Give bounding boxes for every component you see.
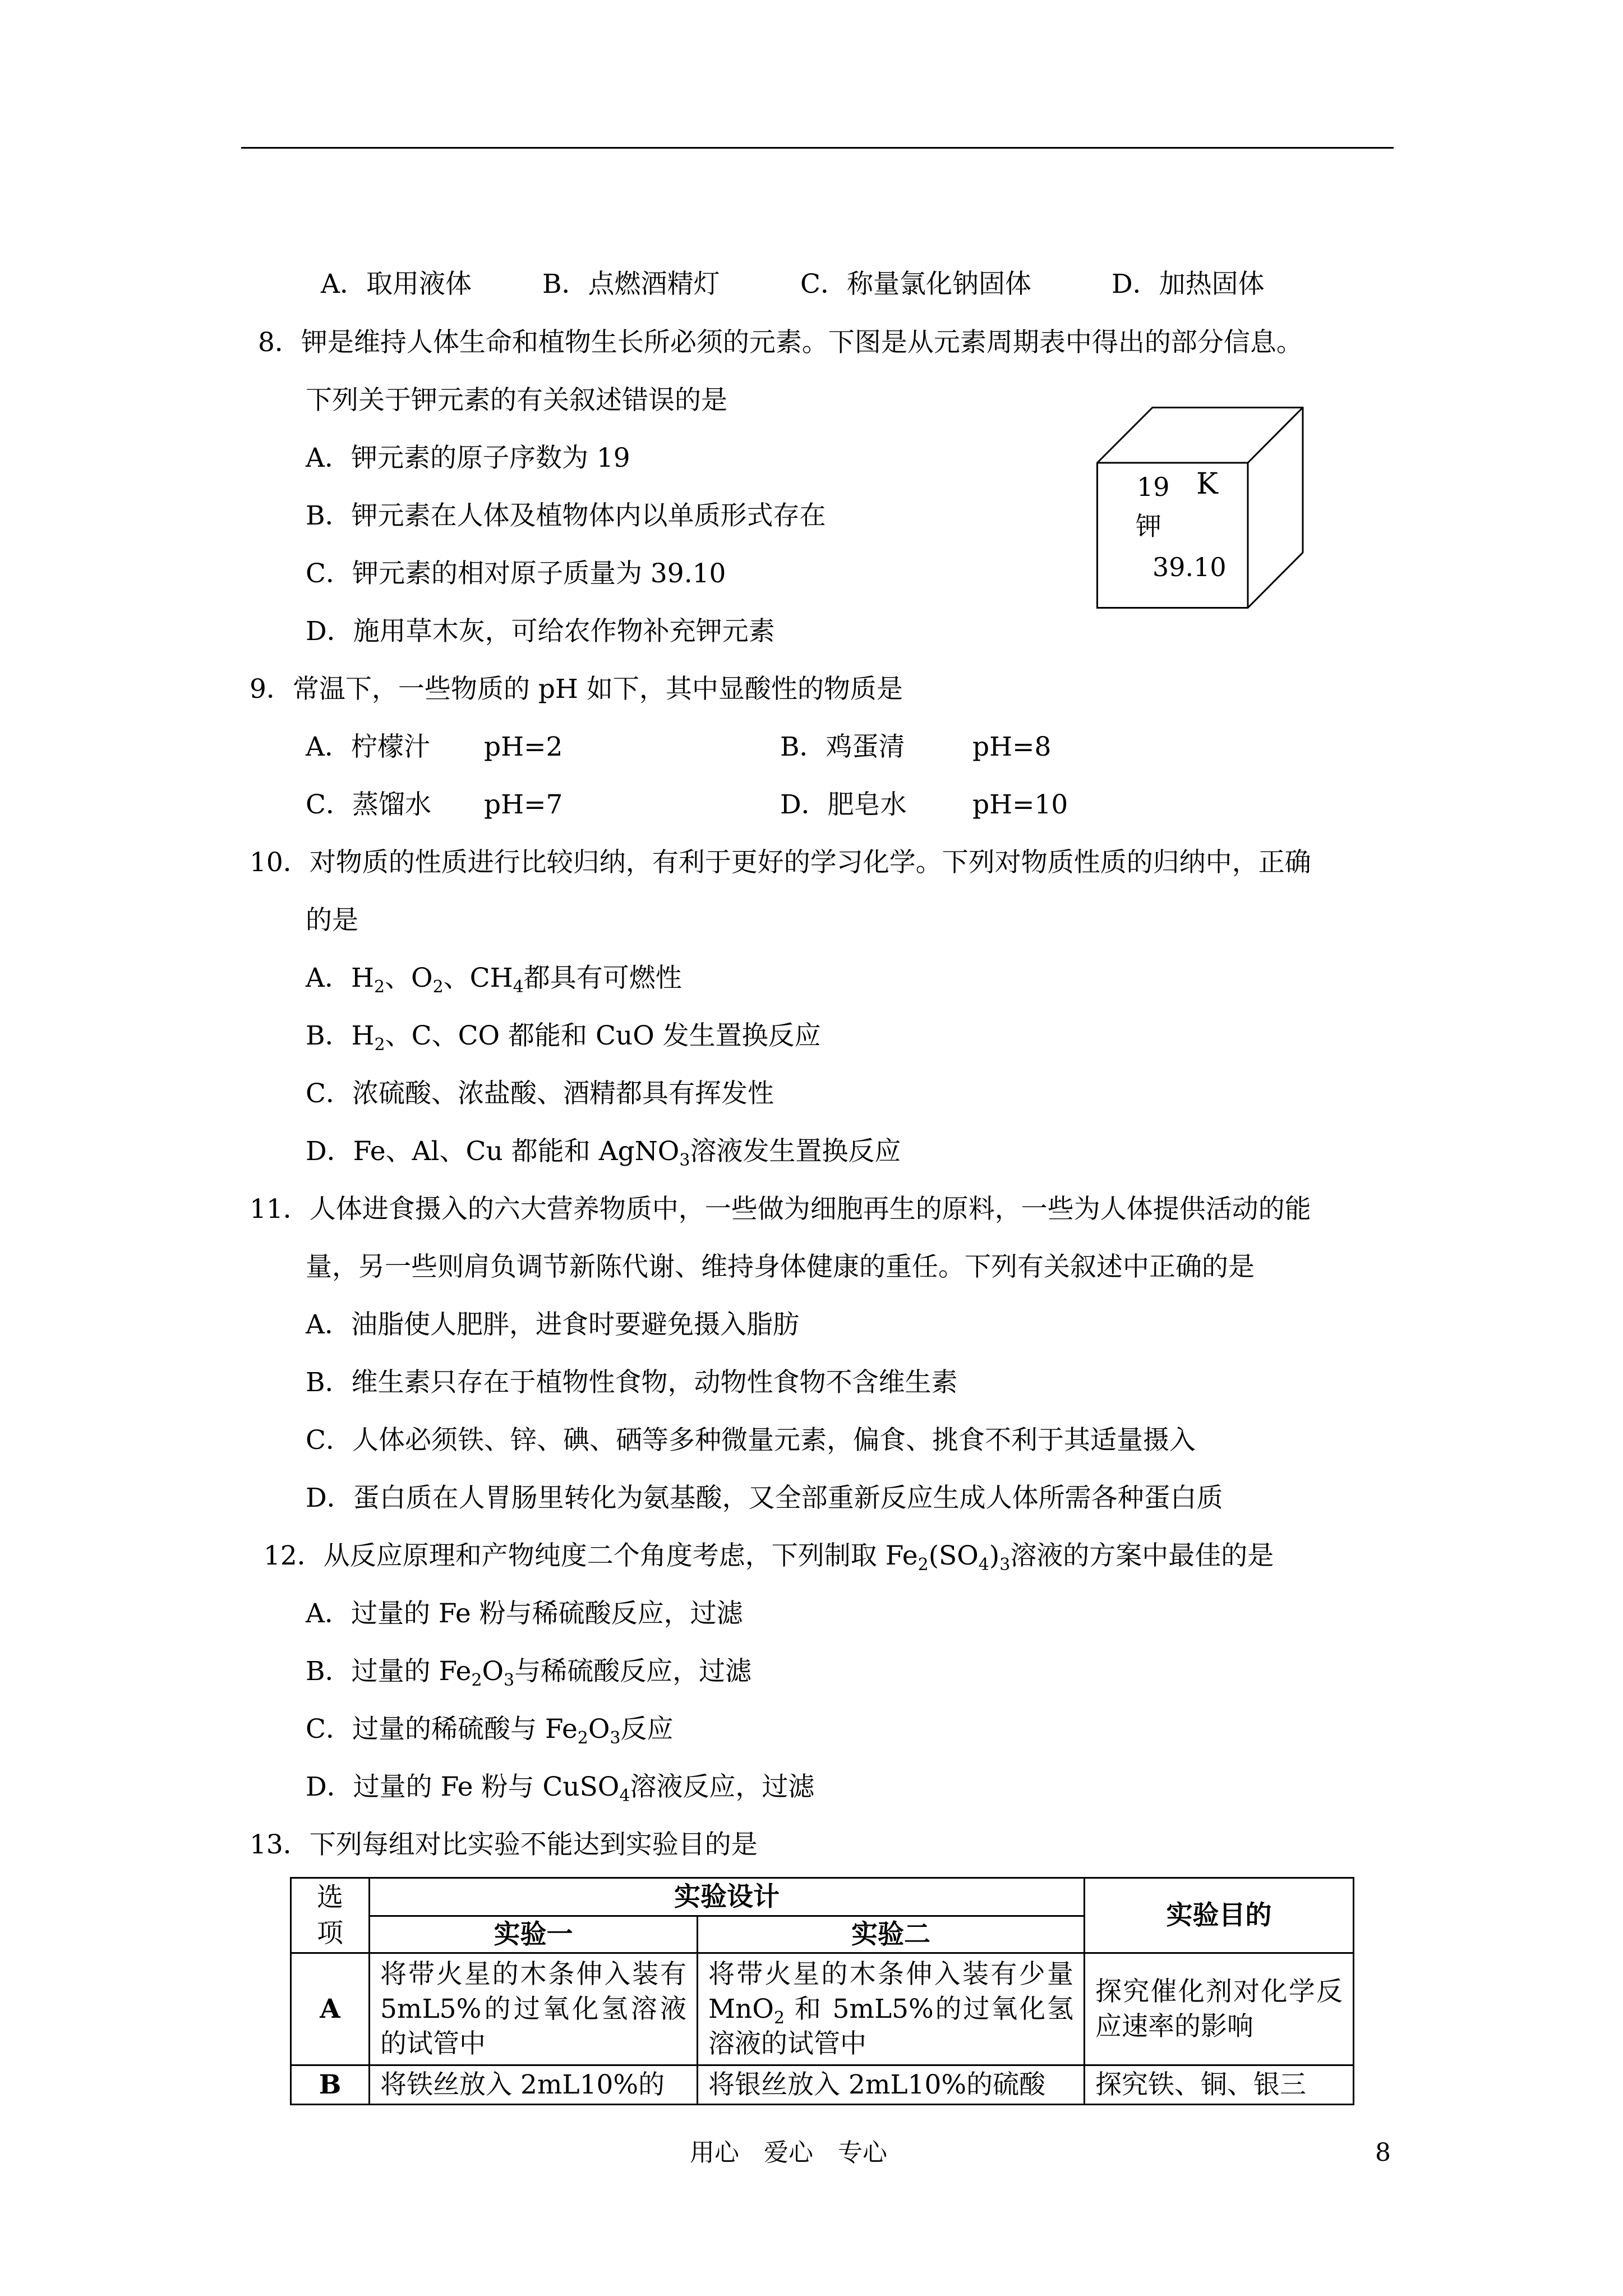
text-part: 反应 [620,1714,674,1745]
q10-stem-line2: 的是 [306,905,358,936]
text-part: 都具有可燃性 [523,963,682,993]
subscript: 2 [577,1728,588,1748]
table-row [291,1953,1354,2065]
page-number: 8 [1375,2138,1391,2167]
subscript: 4 [513,977,524,997]
q7-options [321,268,1265,301]
text-part: 12．从反应原理和产物纯度二个角度考虑，下列制取 Fe [264,1540,918,1571]
q8-stem-line2: 下列关于钾元素的有关叙述错误的是 [306,385,727,416]
text-part: ) [989,1540,1000,1571]
row-a-exp1: 将带火星的木条伸入装有 5mL5%的过氧化氢溶液的试管中 [370,1953,698,2065]
q8-option-c: C．钾元素的相对原子质量为 39.10 [306,558,726,589]
q12-option-d [306,1770,814,1804]
subscript: 3 [610,1728,621,1748]
q7-option-d: D．加热固体 [1112,269,1265,300]
q7-option-b: B．点燃酒精灯 [542,269,720,300]
subscript: 2 [471,1671,482,1690]
row-a-exp2 [698,1953,1085,2065]
experiment-table [290,1877,1354,2105]
q8-stem-line1: 8．钾是维持人体生命和植物生长所必须的元素。下图是从元素周期表中得出的部分信息。 [258,327,1303,358]
q11-option-b: B．维生素只存在于植物性食物，动物性食物不含维生素 [306,1367,958,1398]
q9-row2 [306,788,1068,822]
q9-option-b-label: B．鸡蛋清 [780,731,905,762]
q9-option-c-ph: pH=7 [484,789,563,820]
header-option [291,1878,370,1953]
row-b-exp2: 将银丝放入 2mL10%的硫酸 [698,2065,1085,2105]
header-design: 实验设计 [370,1878,1085,1916]
subscript: 2 [432,977,444,997]
row-a-purpose: 探究催化剂对化学反应速率的影响 [1085,1953,1354,2065]
row-a-label: A [291,1953,370,2065]
text-part: 与稀硫酸反应，过滤 [514,1656,752,1687]
header-exp2: 实验二 [698,1916,1085,1953]
table-row [291,2065,1354,2105]
subscript: 2 [773,2008,785,2028]
q10-option-a [306,961,682,995]
subscript: 3 [999,1555,1011,1575]
q8-option-b: B．钾元素在人体及植物体内以单质形式存在 [306,500,826,531]
q12-option-c [306,1713,674,1746]
text-part: C．过量的稀硫酸与 Fe [306,1714,578,1745]
q9-option-a-label: A．柠檬汁 [306,731,430,762]
row-b-exp1: 将铁丝放入 2mL10%的 [370,2065,698,2105]
text-part: A．H [306,963,374,993]
q9-option-a-ph: pH=2 [484,731,563,762]
q10-option-b [306,1019,821,1053]
q9-option-b-ph: pH=8 [972,731,1052,762]
header-rule [241,147,1394,149]
text-part: 溶液发生置换反应 [690,1136,901,1167]
element-symbol: K [1196,467,1218,501]
potassium-element-box [1096,407,1310,609]
q8-option-d: D．施用草木灰，可给农作物补充钾元素 [306,616,775,647]
q11-option-d: D．蛋白质在人胃肠里转化为氨基酸，又全部重新反应生成人体所需各种蛋白质 [306,1483,1223,1513]
subscript: 2 [374,1035,385,1055]
header-option-line1: 选 [317,1881,343,1913]
text-part: 溶液的方案中最佳的是 [1010,1540,1274,1571]
q9-option-c-label: C．蒸馏水 [306,789,431,820]
subscript: 4 [619,1786,630,1806]
q7-option-c: C．称量氯化钠固体 [800,269,1031,300]
q11-option-c: C．人体必须铁、锌、碘、硒等多种微量元素，偏食、挑食不利于其适量摄入 [306,1425,1196,1456]
q12-option-b [306,1655,751,1688]
subscript: 4 [978,1555,989,1575]
text-part: 和 5mL5%的过氧化氢溶液的试管中 [708,1993,1073,2059]
row-b-label: B [291,2065,370,2105]
q9-row1 [306,730,1051,764]
text-part: 溶液反应，过滤 [630,1772,815,1802]
text-part: 将带火星的木条伸入装有少量 MnO [708,1958,1073,2024]
q7-option-a: A．取用液体 [321,269,472,300]
q9-option-d-ph: pH=10 [972,789,1068,820]
text-part: D．Fe、Al、Cu 都能和 AgNO [306,1136,680,1167]
q10-option-d [306,1135,901,1168]
text-part: 、C、CO 都能和 CuO 发生置换反应 [385,1020,821,1051]
element-name: 钾 [1136,511,1161,541]
text-part: (SO [928,1540,979,1571]
q10-stem-line1: 10．对物质的性质进行比较归纳，有利于更好的学习化学。下列对物质性质的归纳中，正确 [250,847,1311,878]
q12-stem [264,1539,1274,1573]
text-part: 、O [385,963,433,993]
text-part: 、CH [443,963,513,993]
text-part: D．过量的 Fe 粉与 CuSO [306,1772,620,1802]
header-purpose: 实验目的 [1085,1878,1354,1953]
subscript: 2 [374,977,385,997]
q11-option-a: A．油脂使人肥胖，进食时要避免摄入脂肪 [306,1309,799,1340]
element-atomic-number: 19 [1137,472,1170,502]
header-option-line2: 项 [317,1917,343,1949]
q8-option-a: A．钾元素的原子序数为 19 [306,443,630,473]
header-exp1: 实验一 [370,1916,698,1953]
table-header-row [291,1878,1354,1916]
q9-stem: 9．常温下，一些物质的 pH 如下，其中显酸性的物质是 [250,674,903,705]
q13-stem: 13．下列每组对比实验不能达到实验目的是 [250,1829,758,1860]
subscript: 3 [679,1151,690,1170]
subscript: 3 [503,1671,515,1690]
text-part: B．过量的 Fe [306,1656,472,1687]
footer-motto: 用心 爱心 专心 [690,2138,887,2167]
element-atomic-mass: 39.10 [1152,552,1227,582]
q11-stem-line2: 量，另一些则肩负调节新陈代谢、维持身体健康的重任。下列有关叙述中正确的是 [306,1251,1255,1282]
text-part: O [588,1714,610,1745]
q11-stem-line1: 11．人体进食摄入的六大营养物质中，一些做为细胞再生的原料，一些为人体提供活动的能 [250,1194,1311,1225]
subscript: 2 [917,1555,929,1575]
q12-option-a: A．过量的 Fe 粉与稀硫酸反应，过滤 [306,1598,743,1629]
text-part: B．H [306,1020,375,1051]
text-part: O [482,1656,504,1687]
row-b-purpose: 探究铁、铜、银三 [1085,2065,1354,2105]
q9-option-d-label: D．肥皂水 [780,789,907,820]
q10-option-c: C．浓硫酸、浓盐酸、酒精都具有挥发性 [306,1078,774,1109]
